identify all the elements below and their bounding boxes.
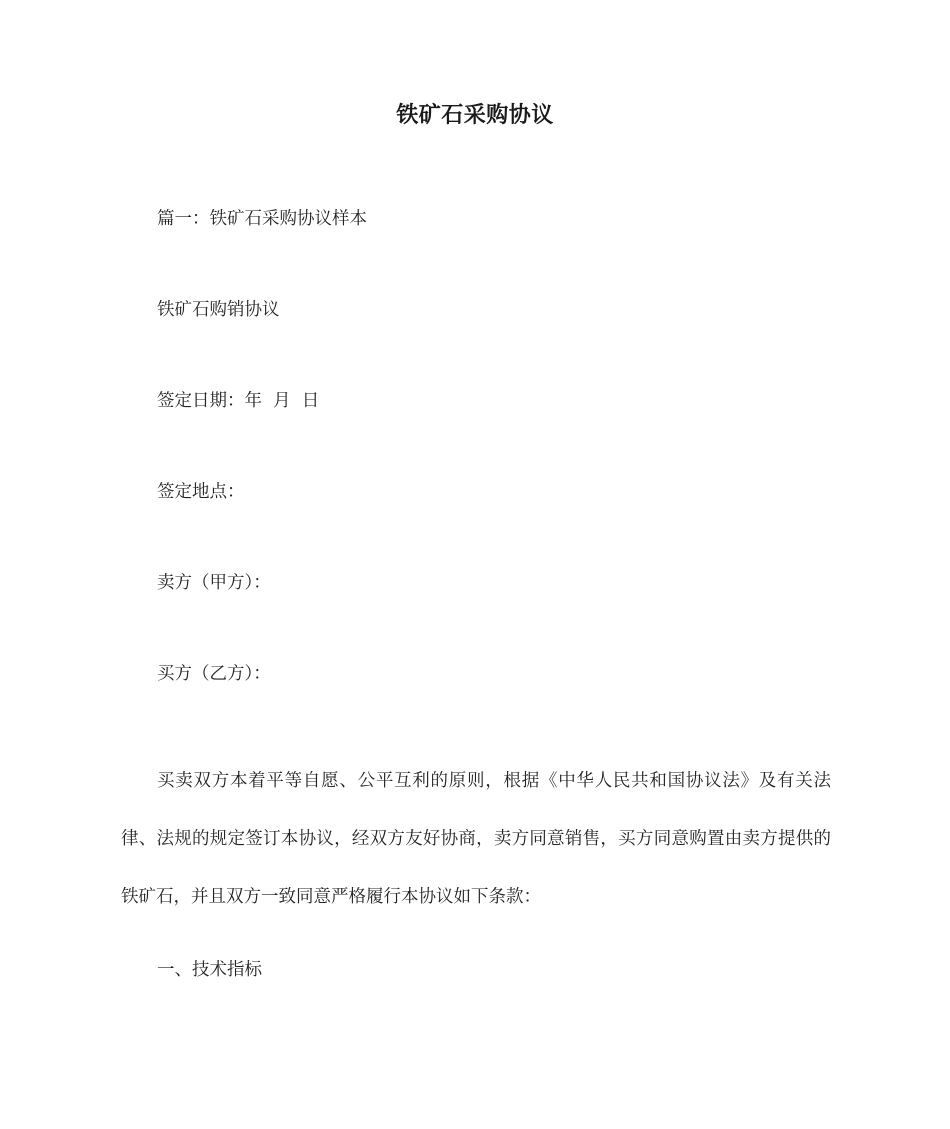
sign-place-line: 签定地点：	[157, 482, 245, 502]
clause-heading-technical-specs: 一、技术指标	[157, 960, 262, 980]
document-title: 铁矿石采购协议	[396, 103, 554, 128]
contract-name: 铁矿石购销协议	[157, 300, 280, 320]
section-heading: 篇一：铁矿石采购协议样本	[157, 209, 367, 229]
intro-paragraph: 买卖双方本着平等自愿、公平互利的原则，根据《中华人民共和国协议法》及有关法律、法规的规定签订本协议，经双方友好协商，卖方同意销售，买方同意购置由卖方提供的铁矿石，并且双方一致同意严格履行本协议如下条款：	[121, 771, 831, 907]
sign-date-line: 签定日期：年 月 日	[157, 391, 320, 411]
seller-line: 卖方（甲方）：	[157, 573, 271, 593]
buyer-line: 买方（乙方）：	[157, 664, 271, 684]
